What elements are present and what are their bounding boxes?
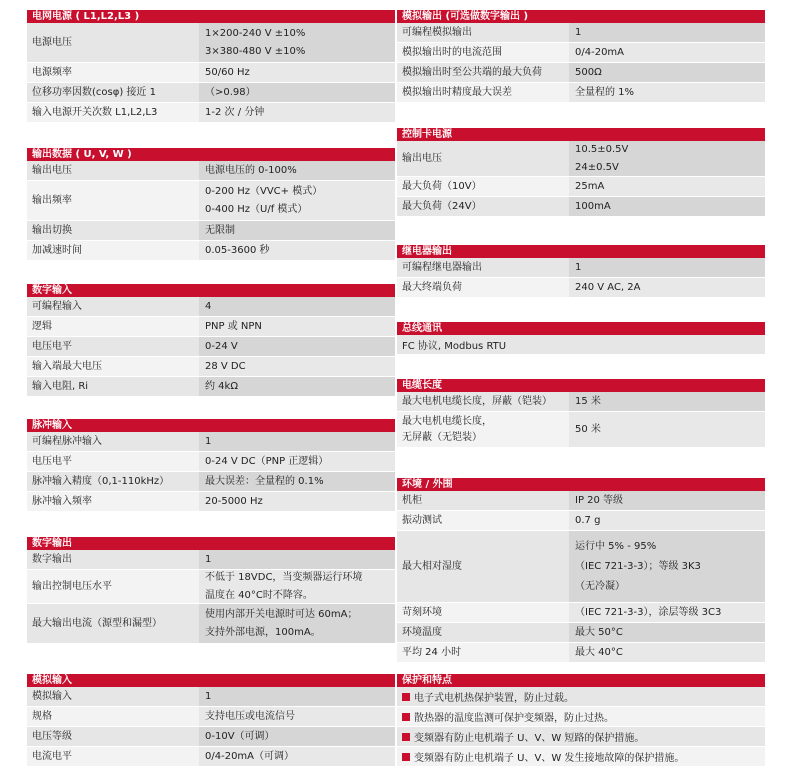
spec-value: [199, 181, 395, 220]
spec-key: [397, 643, 569, 662]
spec-key-text: 脉冲输入精度（0,1-110kHz）: [32, 475, 170, 487]
spec-key: [27, 570, 199, 603]
section-title: 电缆长度: [397, 379, 765, 392]
spec-key: [27, 604, 199, 643]
spec-value: [569, 278, 765, 297]
spec-row: [27, 687, 395, 707]
spec-row: [27, 707, 395, 727]
spec-value: [199, 707, 395, 726]
spec-key-text: 最大终端负荷: [402, 281, 462, 293]
spec-key-text: 最大电机电缆长度，屏蔽（铠装）: [402, 395, 552, 407]
spec-value: [199, 161, 395, 180]
spec-value-line: 电源电压的 0-100%: [205, 164, 297, 176]
spec-key: [27, 472, 199, 491]
spec-value-line: 0.05-3600 秒: [205, 244, 270, 256]
spec-key: [27, 337, 199, 356]
spec-row: [397, 141, 765, 177]
spec-key: [397, 197, 569, 216]
spec-section: [27, 284, 395, 397]
spec-value-line: 支持电压或电流信号: [205, 710, 295, 722]
spec-full-text: FC 协议, Modbus RTU: [402, 341, 507, 352]
spec-key: [27, 357, 199, 376]
spec-key: [27, 317, 199, 336]
spec-value: [569, 141, 765, 176]
spec-value-line: 10.5±0.5V: [575, 143, 629, 155]
spec-row: [397, 603, 765, 623]
spec-value-line: 运行中 5% - 95%: [575, 540, 657, 552]
spec-key: [27, 103, 199, 122]
spec-value: [199, 747, 395, 766]
spec-key: [27, 181, 199, 220]
red-square-icon: [402, 693, 410, 701]
spec-value: [569, 83, 765, 102]
spec-section: [397, 322, 765, 355]
spec-value-line: 1: [205, 553, 212, 565]
spec-value: [199, 23, 395, 62]
spec-key: [27, 452, 199, 471]
spec-row: [27, 317, 395, 337]
spec-value: [199, 604, 395, 643]
spec-value: [569, 623, 765, 642]
spec-row: [397, 531, 765, 603]
spec-row: [397, 511, 765, 531]
spec-row: [27, 604, 395, 644]
spec-key: [27, 63, 199, 82]
spec-value: [569, 392, 765, 411]
spec-value-line: 无限制: [205, 224, 235, 236]
spec-key-text: 机柜: [402, 494, 422, 506]
spec-row: [27, 357, 395, 377]
spec-key-text: 最大负荷（24V）: [402, 200, 482, 212]
spec-row: [397, 491, 765, 511]
feature-text: 散热器的温度监测可保护变频器，防止过热。: [414, 713, 614, 724]
spec-value-line: 1-2 次 / 分钟: [205, 106, 265, 118]
section-title: 数字输入: [27, 284, 395, 297]
spec-key: [397, 491, 569, 510]
spec-key-text: 最大输出电流（源型和漏型）: [32, 617, 162, 629]
red-square-icon: [402, 733, 410, 741]
spec-key-text: 模拟输出时至公共端的最大负荷: [402, 66, 542, 78]
feature-text: 变频器有防止电机端子 U、V、W 发生接地故障的保护措施。: [414, 753, 685, 764]
spec-key: [397, 623, 569, 642]
spec-value-line: 240 V AC, 2A: [575, 281, 641, 293]
spec-value-line: 支持外部电源，100mA。: [205, 626, 321, 638]
section-title: 总线通讯: [397, 322, 765, 335]
spec-value-line: （IEC 721-3-3），涂层等级 3C3: [575, 606, 722, 618]
spec-value: [569, 412, 765, 447]
spec-key: [27, 83, 199, 102]
feature-text: 电子式电机热保护装置，防止过载。: [414, 693, 574, 704]
spec-value: [199, 103, 395, 122]
spec-key: [27, 297, 199, 316]
spec-key-text: 电压等级: [32, 730, 72, 742]
spec-value-line: （>0.98）: [205, 86, 256, 98]
spec-key: [27, 727, 199, 746]
spec-row: [397, 412, 765, 448]
section-title: 模拟输出 (可选做数字输出 ): [397, 10, 765, 23]
spec-value-line: 24±0.5V: [575, 161, 619, 173]
spec-key-text: 输入电阻, Ri: [32, 380, 89, 392]
spec-section: [397, 245, 765, 298]
spec-value: [199, 452, 395, 471]
spec-key-text: 模拟输出时精度最大误差: [402, 86, 512, 98]
spec-value: [199, 83, 395, 102]
red-square-icon: [402, 753, 410, 761]
spec-value-line: 不低于 18VDC，当变频器运行环境: [205, 571, 363, 583]
spec-value-line: 0.7 g: [575, 514, 601, 526]
feature-item: [397, 687, 765, 707]
spec-key-text: 脉冲输入频率: [32, 495, 92, 507]
spec-key: [27, 687, 199, 706]
spec-section: [397, 379, 765, 448]
spec-value-line: 50/60 Hz: [205, 66, 250, 78]
spec-key-text: 输出频率: [32, 194, 72, 206]
spec-value-line: 500Ω: [575, 66, 602, 78]
spec-key-text: 电流电平: [32, 750, 72, 762]
spec-value-line: 0/4-20mA: [575, 46, 625, 58]
section-title: 输出数据 ( U, V, W ): [27, 148, 395, 161]
spec-value-line: 100mA: [575, 200, 611, 212]
spec-row: [27, 727, 395, 747]
spec-value: [569, 258, 765, 277]
spec-key-text: 最大电机电缆长度， 无屏蔽（无铠装）: [402, 415, 492, 443]
spec-key-text: 规格: [32, 710, 52, 722]
spec-value-line: 0-10V（可调）: [205, 730, 275, 742]
spec-row: [397, 392, 765, 412]
section-title: 电网电源 ( L1,L2,L3 ): [27, 10, 395, 23]
spec-value: [199, 492, 395, 511]
spec-row: [397, 177, 765, 197]
spec-value-line: 最大 50°C: [575, 626, 623, 638]
spec-key-text: 电源频率: [32, 66, 72, 78]
spec-value-line: 3×380-480 V ±10%: [205, 45, 306, 57]
spec-key-text: 输入电源开关次数 L1,L2,L3: [32, 106, 158, 118]
spec-row: [27, 472, 395, 492]
spec-value: [199, 570, 395, 603]
spec-key-text: 输出切换: [32, 224, 72, 236]
spec-row: [27, 550, 395, 570]
spec-key: [397, 258, 569, 277]
spec-value-line: 15 米: [575, 395, 601, 407]
spec-row: [27, 83, 395, 103]
spec-value-line: PNP 或 NPN: [205, 320, 262, 332]
spec-key-text: 可编程继电器输出: [402, 261, 482, 273]
spec-key: [397, 603, 569, 622]
spec-key: [27, 161, 199, 180]
spec-key-text: 电压电平: [32, 340, 72, 352]
spec-value: [569, 23, 765, 42]
spec-key: [397, 83, 569, 102]
spec-key-text: 环境温度: [402, 626, 442, 638]
spec-row: [27, 161, 395, 181]
spec-key: [397, 392, 569, 411]
spec-value: [199, 241, 395, 260]
spec-value: [199, 550, 395, 569]
spec-key-text: 电压电平: [32, 455, 72, 467]
spec-value-line: 1: [575, 26, 582, 38]
spec-key: [27, 747, 199, 766]
spec-value: [569, 531, 765, 602]
spec-value-line: 约 4kΩ: [205, 380, 238, 392]
spec-key: [397, 511, 569, 530]
red-square-icon: [402, 713, 410, 721]
spec-key: [27, 550, 199, 569]
spec-key-text: 输入端最大电压: [32, 360, 102, 372]
spec-value-line: 20-5000 Hz: [205, 495, 263, 507]
spec-row: [397, 643, 765, 663]
feature-item: [397, 707, 765, 727]
spec-value: [199, 317, 395, 336]
spec-key-text: 最大相对湿度: [402, 560, 462, 572]
spec-value: [569, 603, 765, 622]
spec-row: [397, 278, 765, 298]
spec-value-line: （IEC 721-3-3）；等级 3K3: [575, 560, 701, 572]
spec-value-line: 0-200 Hz（VVC+ 模式）: [205, 185, 323, 197]
spec-row: [397, 258, 765, 278]
spec-section: [27, 419, 395, 512]
spec-key-text: 苛刻环境: [402, 606, 442, 618]
spec-row: [27, 377, 395, 397]
spec-value-line: 使用内部开关电源时可达 60mA；: [205, 608, 358, 620]
spec-value: [569, 43, 765, 62]
spec-value-line: 0/4-20mA（可调）: [205, 750, 295, 762]
spec-value: [569, 643, 765, 662]
spec-key-text: 输出电压: [32, 164, 72, 176]
spec-key-text: 加减速时间: [32, 244, 82, 256]
spec-row: [27, 297, 395, 317]
spec-key: [27, 707, 199, 726]
spec-value: [199, 297, 395, 316]
spec-row: [27, 181, 395, 221]
spec-row: [27, 747, 395, 767]
feature-item: [397, 747, 765, 767]
spec-value: [569, 177, 765, 196]
spec-value-line: 50 米: [575, 423, 601, 435]
spec-key: [27, 23, 199, 62]
spec-row: [27, 241, 395, 261]
spec-key-text: 模拟输入: [32, 690, 72, 702]
spec-row: [397, 83, 765, 103]
spec-row: [27, 337, 395, 357]
spec-value-line: 0-24 V DC（PNP 正逻辑）: [205, 455, 329, 467]
spec-key-text: 振动测试: [402, 514, 442, 526]
spec-row: [27, 63, 395, 83]
spec-key-text: 输出控制电压水平: [32, 580, 112, 592]
spec-value-line: 0-24 V: [205, 340, 238, 352]
spec-value: [199, 357, 395, 376]
spec-key: [27, 377, 199, 396]
spec-section: [397, 478, 765, 663]
spec-row: [27, 103, 395, 123]
spec-value-line: IP 20 等级: [575, 494, 624, 506]
spec-row: [27, 23, 395, 63]
section-title: 脉冲输入: [27, 419, 395, 432]
spec-row: [397, 23, 765, 43]
spec-row: [27, 432, 395, 452]
spec-row: [27, 452, 395, 472]
spec-key-text: 数字输出: [32, 553, 72, 565]
spec-value-line: （无冷凝）: [575, 580, 625, 592]
spec-key: [397, 23, 569, 42]
spec-key-text: 电源电压: [32, 36, 72, 48]
feature-text: 变频器有防止电机端子 U、V、W 短路的保护措施。: [414, 733, 645, 744]
spec-key-text: 逻辑: [32, 320, 52, 332]
spec-row: [27, 492, 395, 512]
spec-key: [27, 221, 199, 240]
spec-row: [397, 43, 765, 63]
spec-section: [27, 674, 395, 767]
spec-key: [397, 141, 569, 176]
spec-value: [199, 63, 395, 82]
section-title: 数字输出: [27, 537, 395, 550]
spec-value: [199, 472, 395, 491]
spec-key: [27, 432, 199, 451]
feature-item: [397, 727, 765, 747]
spec-value-line: 温度在 40°C时不降容。: [205, 589, 313, 601]
spec-key: [397, 63, 569, 82]
spec-value-line: 最大误差：全量程的 0.1%: [205, 475, 324, 487]
spec-section: [27, 537, 395, 644]
spec-value: [199, 221, 395, 240]
section-title: 环境 / 外围: [397, 478, 765, 491]
spec-value-line: 4: [205, 300, 212, 312]
spec-key: [397, 278, 569, 297]
spec-key: [27, 492, 199, 511]
spec-key-text: 输出电压: [402, 152, 442, 164]
spec-value-line: 25mA: [575, 180, 605, 192]
spec-key-text: 模拟输出时的电流范围: [402, 46, 502, 58]
spec-key-text: 位移功率因数(cosφ) 接近 1: [32, 86, 156, 98]
spec-row: [397, 197, 765, 217]
spec-value-line: 28 V DC: [205, 360, 246, 372]
spec-row: [27, 221, 395, 241]
spec-key-text: 可编程模拟输出: [402, 26, 472, 38]
spec-key-text: 可编程脉冲输入: [32, 435, 102, 447]
spec-section: [397, 674, 765, 767]
spec-value-line: 1×200-240 V ±10%: [205, 27, 306, 39]
section-title: 保护和特点: [397, 674, 765, 687]
spec-full-row: [397, 335, 765, 355]
spec-key-text: 平均 24 小时: [402, 646, 462, 658]
spec-key: [397, 43, 569, 62]
spec-section: [397, 128, 765, 217]
spec-value-line: 0-400 Hz（U/f 模式）: [205, 203, 308, 215]
spec-value-line: 1: [205, 690, 212, 702]
spec-value: [199, 432, 395, 451]
spec-value: [569, 197, 765, 216]
spec-row: [27, 570, 395, 604]
spec-value-line: 全量程的 1%: [575, 86, 635, 98]
spec-value-line: 1: [205, 435, 212, 447]
spec-section: [397, 10, 765, 103]
spec-value: [199, 687, 395, 706]
spec-section: [27, 148, 395, 261]
section-title: 继电器输出: [397, 245, 765, 258]
spec-value-line: 1: [575, 261, 582, 273]
spec-key: [397, 531, 569, 602]
spec-value: [199, 727, 395, 746]
spec-value: [569, 63, 765, 82]
spec-row: [397, 63, 765, 83]
spec-key: [27, 241, 199, 260]
spec-key-text: 最大负荷（10V）: [402, 180, 482, 192]
spec-key: [397, 177, 569, 196]
spec-key-text: 可编程输入: [32, 300, 82, 312]
spec-value-line: 最大 40°C: [575, 646, 623, 658]
spec-row: [397, 623, 765, 643]
spec-value: [199, 377, 395, 396]
spec-value: [569, 491, 765, 510]
spec-value: [199, 337, 395, 356]
spec-value: [569, 511, 765, 530]
spec-key: [397, 412, 569, 447]
section-title: 模拟输入: [27, 674, 395, 687]
section-title: 控制卡电源: [397, 128, 765, 141]
spec-section: [27, 10, 395, 123]
